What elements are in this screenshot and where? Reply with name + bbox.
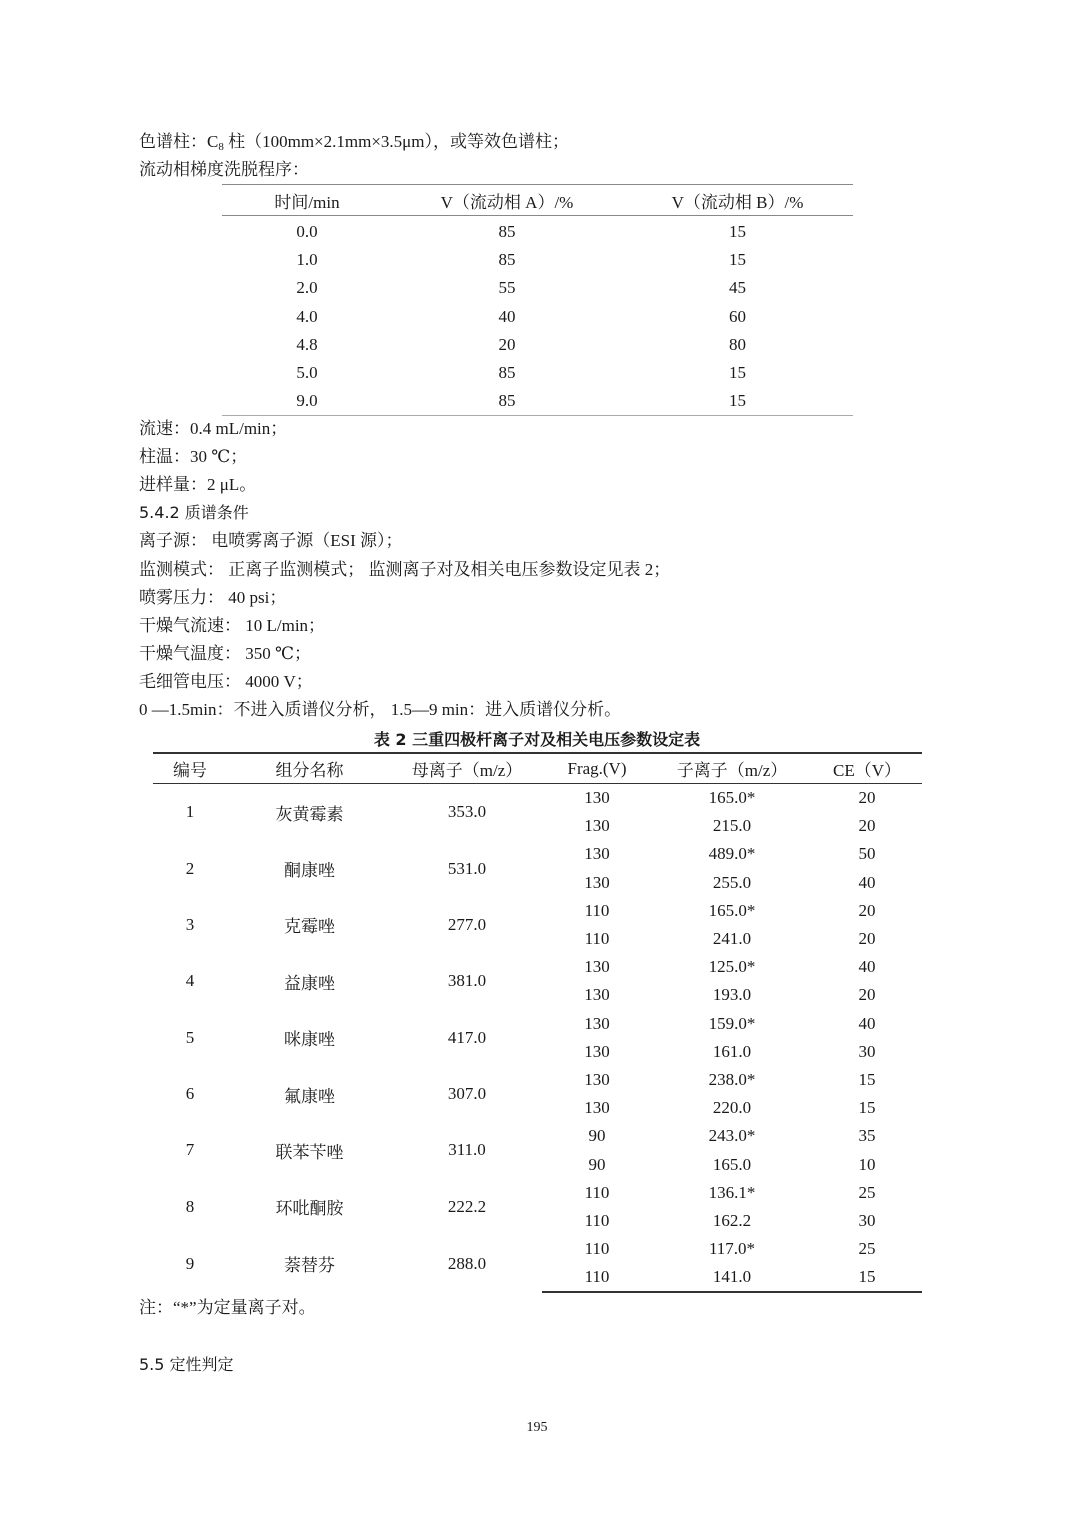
frag-voltage-cell: 130 xyxy=(584,788,610,808)
table-2-caption: 表 2 三重四极杆离子对及相关电压参数设定表 xyxy=(373,730,701,749)
gradient-header-row xyxy=(222,185,853,216)
ion-transition-row xyxy=(153,1122,922,1150)
column-description: 柱（100mm×2.1mm×3.5μm），或等效色谱柱； xyxy=(223,132,569,151)
ms-time-segments: 0 —1.5min：不进入质谱仪分析， 1.5—9 min：进入质谱仪分析。 xyxy=(139,700,622,719)
frag-voltage-cell: 110 xyxy=(584,900,610,920)
ion-transition-row xyxy=(153,1179,922,1207)
parent-ion-cell: 311.0 xyxy=(448,1140,486,1160)
parent-ion-cell: 307.0 xyxy=(447,1084,487,1104)
frag-voltage-cell: 90 xyxy=(588,1126,606,1146)
product-ion-cell: 141.0 xyxy=(652,1263,812,1292)
product-ion-cell: 161.0 xyxy=(712,1041,752,1061)
frag-voltage-cell: 130 xyxy=(584,957,610,977)
gradient-b-cell: 15 xyxy=(622,387,853,416)
product-ion-cell: 165.0* xyxy=(708,788,756,808)
frag-voltage-cell: 130 xyxy=(584,872,610,892)
parent-ion-cell: 531.0 xyxy=(447,858,487,878)
page-number: 195 xyxy=(526,1420,548,1435)
ion-header-frag: Frag.(V) xyxy=(542,753,652,784)
frag-voltage-cell: 110 xyxy=(584,929,610,949)
collision-energy-cell: 30 xyxy=(858,1041,876,1061)
column-spec xyxy=(139,131,569,158)
ion-header-name: 组分名称 xyxy=(227,753,392,784)
ion-transition-row xyxy=(153,840,922,868)
product-ion-cell: 165.0 xyxy=(712,1154,752,1174)
gradient-row xyxy=(222,216,853,247)
product-ion-cell: 162.2 xyxy=(712,1210,752,1230)
product-ion-cell: 117.0* xyxy=(708,1239,756,1259)
parent-ion-cell: 353.0 xyxy=(447,802,487,822)
gradient-time-cell: 4.0 xyxy=(296,306,318,326)
compound-number-cell: 9 xyxy=(185,1253,195,1273)
flow-rate: 流速：0.4 mL/min； xyxy=(139,419,288,438)
compound-number-cell: 4 xyxy=(185,971,195,991)
gradient-a-cell: 85 xyxy=(498,250,516,270)
drying-gas-temperature: 干燥气温度： 350 ℃； xyxy=(139,644,312,663)
product-ion-cell: 243.0* xyxy=(708,1126,756,1146)
collision-energy-cell: 40 xyxy=(858,957,876,977)
gradient-table xyxy=(222,184,853,416)
ion-transition-row xyxy=(153,1010,922,1038)
frag-voltage-cell: 130 xyxy=(584,1041,610,1061)
frag-voltage-cell: 130 xyxy=(584,1013,610,1033)
compound-name-cell: 益康唑 xyxy=(284,973,335,993)
monitor-mode: 监测模式： 正离子监测模式； 监测离子对及相关电压参数设定见表 2； xyxy=(139,560,671,579)
collision-energy-cell: 20 xyxy=(858,929,876,949)
product-ion-cell: 489.0* xyxy=(708,844,756,864)
collision-energy-cell: 40 xyxy=(858,1013,876,1033)
product-ion-cell: 125.0* xyxy=(708,957,756,977)
ion-header-product: 子离子（m/z） xyxy=(652,753,812,784)
ms-section-heading: 5.4.2 质谱条件 xyxy=(139,503,249,522)
ion-source: 离子源： 电喷雾离子源（ESI 源）； xyxy=(139,531,403,550)
collision-energy-cell: 10 xyxy=(858,1154,876,1174)
collision-energy-cell: 30 xyxy=(858,1210,876,1230)
ion-transition-row xyxy=(153,897,922,925)
collision-energy-cell: 15 xyxy=(858,1098,876,1118)
product-ion-cell: 255.0 xyxy=(712,872,752,892)
gradient-time-cell: 1.0 xyxy=(296,250,318,270)
compound-name-cell: 克霉唑 xyxy=(284,917,335,937)
compound-name-cell: 咪康唑 xyxy=(284,1030,335,1050)
column-temperature: 柱温：30 ℃； xyxy=(139,447,248,466)
drying-gas-flow: 干燥气流速： 10 L/min； xyxy=(139,616,326,635)
gradient-row xyxy=(222,246,853,274)
gradient-row xyxy=(222,359,853,387)
compound-number-cell: 8 xyxy=(185,1196,195,1216)
gradient-b-cell: 15 xyxy=(729,363,746,383)
compound-name-cell: 酮康唑 xyxy=(284,861,335,881)
compound-name-cell: 萘替芬 xyxy=(284,1256,335,1276)
gradient-a-cell: 85 xyxy=(498,222,516,242)
compound-number-cell: 7 xyxy=(185,1140,195,1160)
frag-voltage-cell: 130 xyxy=(584,844,610,864)
gradient-row xyxy=(222,274,853,302)
product-ion-cell: 238.0* xyxy=(708,1069,756,1089)
ion-pair-table xyxy=(153,752,922,1293)
parent-ion-cell: 277.0 xyxy=(447,914,487,934)
ion-header-row xyxy=(153,753,922,784)
collision-energy-cell: 15 xyxy=(812,1263,922,1292)
table-note: 注：“*”为定量离子对。 xyxy=(139,1298,316,1317)
gradient-row xyxy=(222,303,853,331)
frag-voltage-cell: 130 xyxy=(584,985,610,1005)
ion-header-ce: CE（V） xyxy=(812,753,922,784)
nebulizer-pressure: 喷雾压力： 40 psi； xyxy=(139,588,287,607)
compound-name-cell: 氟康唑 xyxy=(284,1086,335,1106)
collision-energy-cell: 20 xyxy=(858,900,876,920)
compound-number-cell: 5 xyxy=(185,1027,195,1047)
collision-energy-cell: 20 xyxy=(858,788,876,808)
gradient-header-time: 时间/min xyxy=(222,185,392,216)
gradient-a-cell: 40 xyxy=(498,306,516,326)
product-ion-cell: 220.0 xyxy=(712,1098,752,1118)
compound-number-cell: 1 xyxy=(185,802,195,822)
collision-energy-cell: 20 xyxy=(858,816,876,836)
product-ion-cell: 159.0* xyxy=(708,1013,756,1033)
capillary-voltage: 毛细管电压： 4000 V； xyxy=(139,672,313,691)
collision-energy-cell: 25 xyxy=(858,1239,876,1259)
compound-name-cell: 环吡酮胺 xyxy=(275,1199,344,1219)
column-label: 色谱柱：C xyxy=(139,132,219,151)
gradient-time-cell: 4.8 xyxy=(296,334,318,354)
compound-name-cell: 灰黄霉素 xyxy=(275,804,344,824)
parent-ion-cell: 288.0 xyxy=(447,1253,487,1273)
frag-voltage-cell: 90 xyxy=(588,1154,606,1174)
gradient-b-cell: 15 xyxy=(729,222,746,242)
gradient-time-cell: 0.0 xyxy=(296,222,318,242)
ion-transition-row xyxy=(153,953,922,981)
frag-voltage-cell: 110 xyxy=(584,1239,610,1259)
gradient-a-cell: 55 xyxy=(498,278,516,298)
gradient-b-cell: 60 xyxy=(729,306,746,326)
gradient-header-a: V（流动相 A）/% xyxy=(392,185,622,216)
gradient-row xyxy=(222,387,853,416)
compound-number-cell: 3 xyxy=(185,914,195,934)
ion-transition-row xyxy=(153,784,922,813)
parent-ion-cell: 222.2 xyxy=(447,1196,487,1216)
gradient-a-cell: 85 xyxy=(392,387,622,416)
frag-voltage-cell: 130 xyxy=(584,1098,610,1118)
ion-header-parent: 母离子（m/z） xyxy=(392,753,542,784)
compound-number-cell: 2 xyxy=(185,858,195,878)
parent-ion-cell: 417.0 xyxy=(447,1027,487,1047)
collision-energy-cell: 50 xyxy=(858,844,876,864)
ion-transition-row xyxy=(153,1066,922,1094)
frag-voltage-cell: 110 xyxy=(584,1210,610,1230)
product-ion-cell: 215.0 xyxy=(712,816,752,836)
injection-volume: 进样量：2 μL。 xyxy=(139,475,257,494)
frag-voltage-cell: 130 xyxy=(584,1069,610,1089)
gradient-b-cell: 80 xyxy=(729,334,746,354)
gradient-a-cell: 85 xyxy=(498,363,516,383)
ion-header-no: 编号 xyxy=(153,753,227,784)
product-ion-cell: 136.1* xyxy=(708,1182,756,1202)
product-ion-cell: 165.0* xyxy=(708,900,756,920)
product-ion-cell: 193.0 xyxy=(712,985,752,1005)
parent-ion-cell: 381.0 xyxy=(447,971,487,991)
collision-energy-cell: 40 xyxy=(858,872,876,892)
gradient-time-cell: 5.0 xyxy=(296,363,318,383)
product-ion-cell: 241.0 xyxy=(712,929,752,949)
compound-number-cell: 6 xyxy=(185,1084,195,1104)
compound-name-cell: 联苯苄唑 xyxy=(275,1142,344,1162)
gradient-time-cell: 2.0 xyxy=(296,278,318,298)
gradient-row xyxy=(222,331,853,359)
gradient-b-cell: 45 xyxy=(729,278,746,298)
collision-energy-cell: 15 xyxy=(858,1069,876,1089)
gradient-label: 流动相梯度洗脱程序： xyxy=(139,160,309,179)
collision-energy-cell: 35 xyxy=(858,1126,876,1146)
gradient-b-cell: 15 xyxy=(729,250,746,270)
gradient-header-b: V（流动相 B）/% xyxy=(622,185,853,216)
gradient-time-cell: 9.0 xyxy=(222,387,392,416)
ion-transition-row xyxy=(153,1235,922,1263)
frag-voltage-cell: 130 xyxy=(584,816,610,836)
gradient-a-cell: 20 xyxy=(498,334,516,354)
collision-energy-cell: 20 xyxy=(858,985,876,1005)
collision-energy-cell: 25 xyxy=(858,1182,876,1202)
frag-voltage-cell: 110 xyxy=(584,1182,610,1202)
next-section-heading: 5.5 定性判定 xyxy=(139,1355,234,1374)
column-subscript: 8 xyxy=(218,141,224,153)
frag-voltage-cell: 110 xyxy=(542,1263,652,1292)
